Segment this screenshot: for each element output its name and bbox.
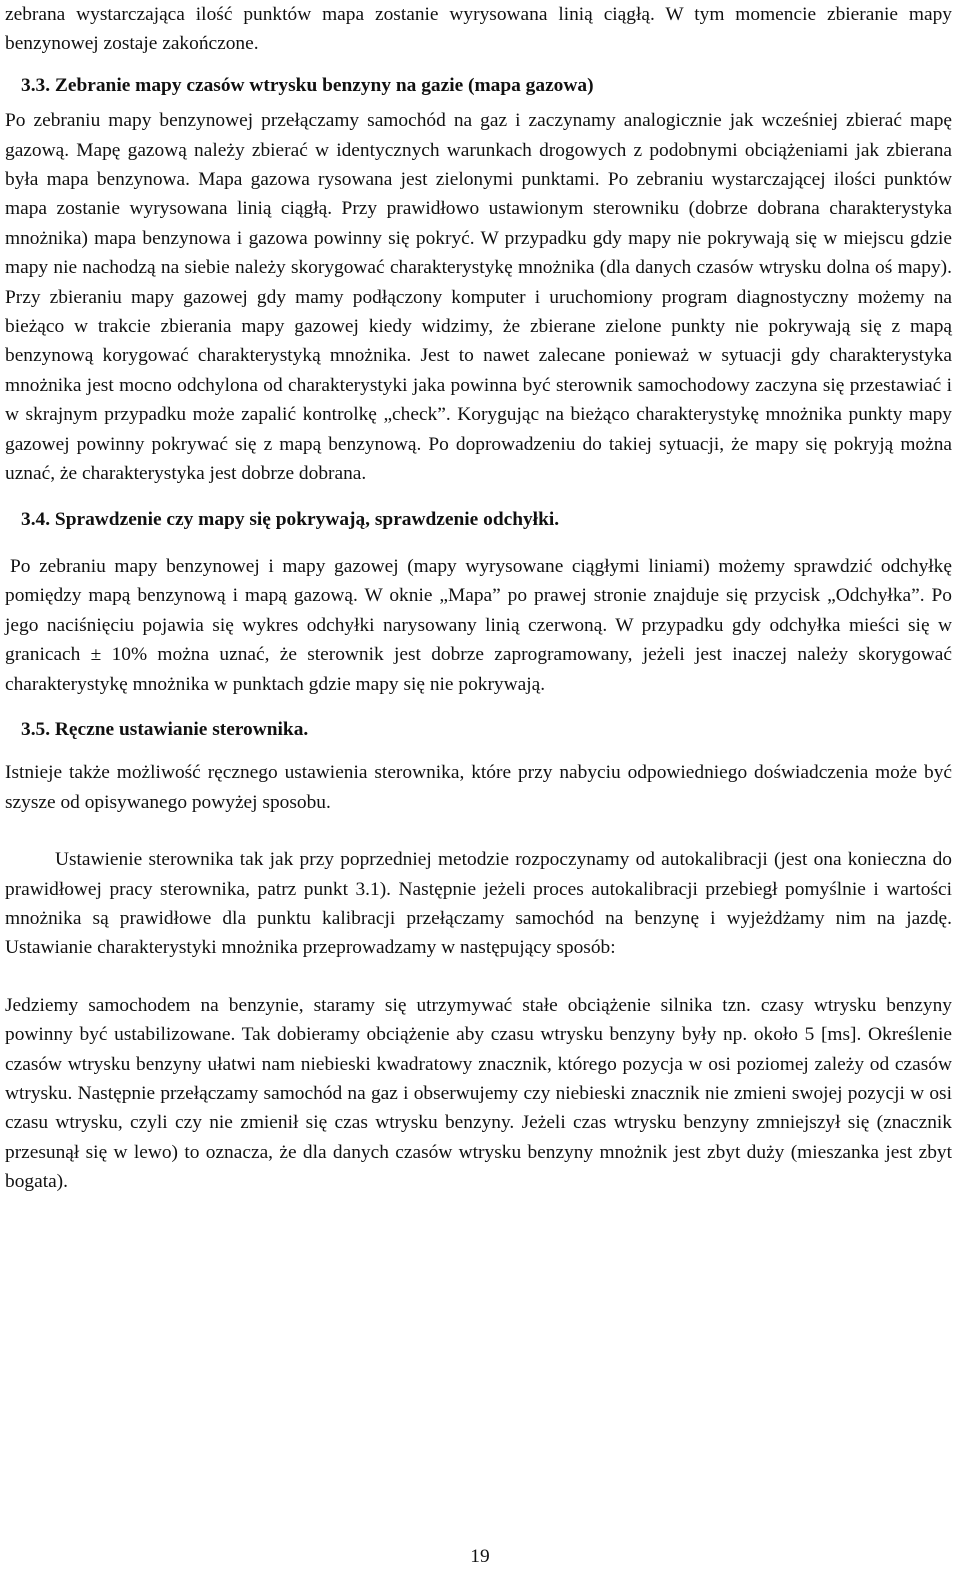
paragraph-gas-map: Po zebraniu mapy benzynowej przełączamy samochód na gaz i zaczynamy analogicznie jak wcześniej zbierać mapę gazową. Mapę gazową należy zbierać w identycznych warunkach drogowych z podobnymi obciążeniami jak zbierana była mapa benzynowa. Mapa gazowa rysowana jest zielonymi punktami. Po zebraniu wystarczającej ilości punktów mapa zostanie wyrysowana linią ciągłą. Przy prawidłowo ustawionym sterowniku (dobrze dobrana charakterystyka mnożnika) mapa benzynowa i gazowa powinny się pokryć. W przypadku gdy mapy nie pokrywają się w miejscu gdzie mapy nie nachodzą na siebie należy skorygować charakterystykę mnożnika (dla danych czasów wtrysku dolna oś mapy). Przy zbieraniu mapy gazowej gdy mamy podłączony komputer i uruchomiony program diagnostyczny możemy na bieżąco w trakcie zbierania mapy gazowej kiedy widzimy, że zbierane zielone punkty nie pokrywają się z mapą benzynową korygować charakterystyką mnożnika. Jest to nawet zalecane ponieważ w sytuacji gdy charakterystyka mnożnika jest mocno odchylona od charakterystyki jaka powinna być sterownik samochodowy zaczyna się przestawiać i w skrajnym przypadku może zapalić kontrolkę „check”. Korygując na bieżąco charakterystykę mnożnika punkty mapy gazowej powinny pokrywać się z mapą benzynową. Po doprowadzeniu do takiej sytuacji, że mapy się pokryją można uznać, że charakterystyka jest dobrze dobrana. bbox=[5, 110, 952, 485]
paragraph-manual-intro: Istnieje także możliwość ręcznego ustawienia sterownika, które przy nabyciu odpowiedniego doświadczenia może być szysze od opisywanego powyżej sposobu. bbox=[5, 762, 952, 813]
paragraph-autocalibration: Ustawienie sterownika tak jak przy poprzedniej metodzie rozpoczynamy od autokalibracji (jest ona konieczna do prawidłowej pracy sterownika, patrz punkt 3.1). Następnie jeżeli proces autokalibracji przebiegł pomyślnie i wartości mnożnika są prawidłowe dla punktu kalibracji przełączamy samochód na benzynę i wyjeżdżamy nim na jazdę. Ustawianie charakterystyki mnożnika przeprowadzamy w następujący sposób: bbox=[5, 849, 952, 959]
document-page bbox=[5, 0, 952, 1197]
paragraph-procedure: Jedziemy samochodem na benzynie, staramy się utrzymywać stałe obciążenie silnika tzn. czasy wtrysku benzyny powinny być ustabilizowane. Tak dobieramy obciążenie aby czasu wtrysku benzyny były np. około 5 [ms]. Określenie czasów wtrysku benzyny ułatwi nam niebieski kwadratowy znacznik, którego pozycja w osi poziomej zależy od czasów wtrysku. Następnie przełączamy samochód na gaz i obserwujemy czy niebieski znacznik nie zmieni swojej pozycji w osi czasu wtrysku, czyli czy nie zmienił się czas wtrysku benzyny. Jeżeli czas wtrysku benzyny zmniejszył się (znacznik przesunął się w lewo) to oznacza, że dla danych czasów wtrysku benzyny mnożnik jest zbyt duży (mieszanka jest zbyt bogata). bbox=[5, 994, 952, 1193]
section-heading-3-5: 3.5. Ręczne ustawianie sterownika. bbox=[21, 718, 309, 740]
page-number: 19 bbox=[470, 1546, 490, 1567]
section-heading-3-3: 3.3. Zebranie mapy czasów wtrysku benzyny na gazie (mapa gazowa) bbox=[21, 74, 594, 96]
paragraph-deviation: Po zebraniu mapy benzynowej i mapy gazowej (mapy wyrysowane ciągłymi liniami) możemy sprawdzić odchyłkę pomiędzy mapą benzynową i mapą gazową. W oknie „Mapa” po prawej stronie znajduje się przycisk „Odchyłka”. Po jego naciśnięciu pojawia się wykres odchyłki narysowany linią czerwoną. W przypadku gdy odchyłka mieści się w granicach ± 10% można uznać, że sterownik jest dobrze zaprogramowany, jeżeli jest inaczej należy skorygować charakterystykę mnożnika w punktach gdzie mapy się nie pokrywają. bbox=[5, 555, 952, 695]
section-heading-3-4: 3.4. Sprawdzenie czy mapy się pokrywają, sprawdzenie odchyłki. bbox=[21, 508, 560, 530]
paragraph-continuation: zebrana wystarczająca ilość punktów mapa zostanie wyrysowana linią ciągłą. W tym momencie zbieranie mapy benzynowej zostaje zakończone. bbox=[5, 4, 952, 55]
